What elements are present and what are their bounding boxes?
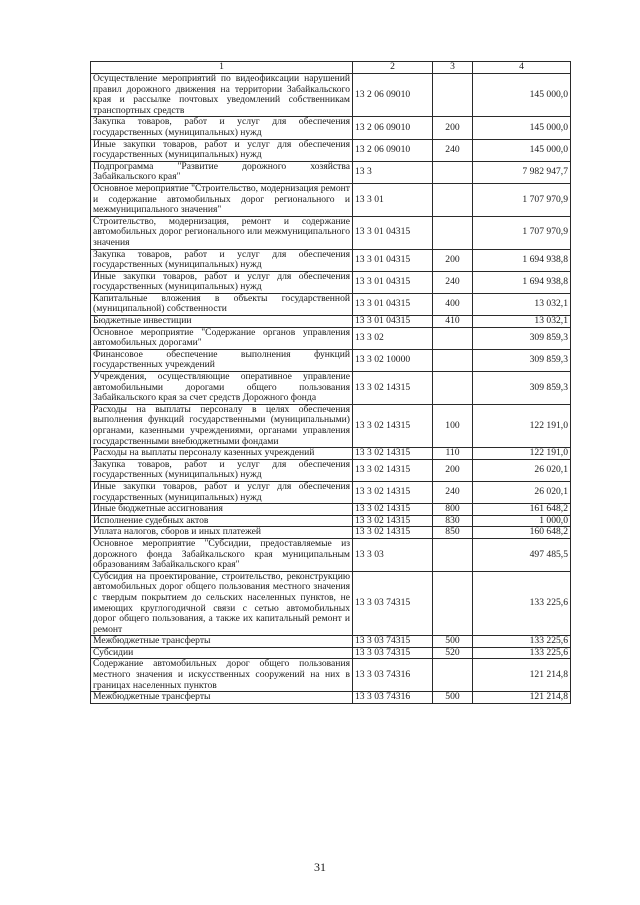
row-amount-cell: 161 648,2 [473,504,571,516]
row-type-cell: 410 [433,316,473,328]
table-row [91,349,571,371]
row-amount-cell: 13 032,1 [473,293,571,315]
row-type-cell: 520 [433,647,473,659]
row-name-cell: Содержание автомобильных дорог общего пользования местного значения и искусственных сооружений на них в границах населенных пунктов [91,659,353,692]
row-type-cell [433,161,473,183]
row-amount-cell: 160 648,2 [473,527,571,539]
row-code-cell: 13 3 03 [353,538,433,571]
row-code-cell: 13 2 06 09010 [353,74,433,117]
row-amount-cell: 309 859,3 [473,349,571,371]
row-type-cell [433,216,473,249]
row-code-cell: 13 3 01 04315 [353,271,433,293]
row-amount-cell: 122 191,0 [473,404,571,447]
row-type-cell: 200 [433,117,473,139]
row-name-cell: Иные закупки товаров, работ и услуг для обеспечения государственных (муниципальных) нужд [91,271,353,293]
row-type-cell [433,659,473,692]
row-amount-cell: 1 000,0 [473,515,571,527]
row-code-cell: 13 3 02 14315 [353,448,433,460]
table-row [91,448,571,460]
row-type-cell: 400 [433,293,473,315]
row-name-cell: Субсидия на проектирование, строительство, реконструкцию автомобильных дорог общего пользования местного значения с твердым покрытием до сельских населенных пунктов, не имеющих круглогодичной связи с сетью автомобильных дорог общего пользования, а также их капитальный ремонт и ремонт [91,571,353,636]
table-row [91,527,571,539]
table-row [91,183,571,216]
row-type-cell: 240 [433,481,473,503]
table-row [91,372,571,405]
row-type-cell: 500 [433,692,473,704]
row-code-cell: 13 3 02 14315 [353,515,433,527]
row-type-cell: 830 [433,515,473,527]
row-code-cell: 13 3 01 04315 [353,293,433,315]
row-type-cell: 200 [433,459,473,481]
row-amount-cell: 1 694 938,8 [473,249,571,271]
table-row [91,571,571,636]
row-type-cell [433,538,473,571]
row-type-cell: 200 [433,249,473,271]
row-amount-cell: 133 225,6 [473,571,571,636]
row-code-cell: 13 2 06 09010 [353,117,433,139]
row-amount-cell: 7 982 947,7 [473,161,571,183]
row-amount-cell: 145 000,0 [473,74,571,117]
row-type-cell: 800 [433,504,473,516]
row-code-cell: 13 2 06 09010 [353,139,433,161]
table-row [91,271,571,293]
table-header-row [91,62,571,74]
row-code-cell: 13 3 02 10000 [353,349,433,371]
table-row [91,327,571,349]
row-name-cell: Иные закупки товаров, работ и услуг для обеспечения государственных (муниципальных) нужд [91,481,353,503]
row-name-cell: Капитальные вложения в объекты государственной (муниципальной) собственности [91,293,353,315]
header-col-3: 3 [433,62,473,74]
table-row [91,249,571,271]
row-name-cell: Подпрограмма "Развитие дорожного хозяйства Забайкальского края" [91,161,353,183]
row-type-cell: 240 [433,139,473,161]
row-code-cell: 13 3 02 14315 [353,404,433,447]
table-row [91,481,571,503]
row-amount-cell: 1 707 970,9 [473,216,571,249]
row-type-cell [433,349,473,371]
row-name-cell: Расходы на выплаты персоналу в целях обеспечения выполнения функций государственными (муниципальными) органами, казенными учреждениями, органами управления государственными внебюджетными фондами [91,404,353,447]
table-row [91,161,571,183]
row-amount-cell: 497 485,5 [473,538,571,571]
row-code-cell: 13 3 03 74316 [353,659,433,692]
row-name-cell: Строительство, модернизация, ремонт и содержание автомобильных дорог регионального или межмуниципального значения [91,216,353,249]
row-type-cell [433,327,473,349]
row-code-cell: 13 3 03 74315 [353,647,433,659]
row-name-cell: Уплата налогов, сборов и иных платежей [91,527,353,539]
table-row [91,647,571,659]
table-row [91,117,571,139]
row-code-cell: 13 3 02 14315 [353,481,433,503]
row-amount-cell: 122 191,0 [473,448,571,460]
row-name-cell: Расходы на выплаты персоналу казенных учреждений [91,448,353,460]
row-type-cell [433,74,473,117]
row-type-cell: 110 [433,448,473,460]
row-amount-cell: 1 707 970,9 [473,183,571,216]
row-name-cell: Иные бюджетные ассигнования [91,504,353,516]
row-amount-cell: 1 694 938,8 [473,271,571,293]
row-code-cell: 13 3 01 [353,183,433,216]
row-name-cell: Закупка товаров, работ и услуг для обеспечения государственных (муниципальных) нужд [91,249,353,271]
row-type-cell: 240 [433,271,473,293]
row-code-cell: 13 3 02 [353,327,433,349]
table-row [91,538,571,571]
row-code-cell: 13 3 03 74315 [353,636,433,648]
row-amount-cell: 13 032,1 [473,316,571,328]
table-row [91,459,571,481]
row-type-cell [433,183,473,216]
table-row [91,692,571,704]
table-row [91,293,571,315]
row-name-cell: Финансовое обеспечение выполнения функций государственных учреждений [91,349,353,371]
row-code-cell: 13 3 03 74315 [353,571,433,636]
row-amount-cell: 26 020,1 [473,459,571,481]
row-amount-cell: 121 214,8 [473,659,571,692]
budget-table [90,61,571,704]
table-row [91,316,571,328]
row-code-cell: 13 3 01 04315 [353,316,433,328]
row-amount-cell: 309 859,3 [473,327,571,349]
row-code-cell: 13 3 02 14315 [353,527,433,539]
row-code-cell: 13 3 01 04315 [353,216,433,249]
row-code-cell: 13 3 02 14315 [353,459,433,481]
row-amount-cell: 121 214,8 [473,692,571,704]
table-row [91,404,571,447]
row-name-cell: Основное мероприятие "Строительство, модернизация ремонт и содержание автомобильных дорог регионального и межмуниципального значения" [91,183,353,216]
table-row [91,504,571,516]
row-name-cell: Основное мероприятие "Субсидии, предоставляемые из дорожного фонда Забайкальского края муниципальным образованиям Забайкальского края" [91,538,353,571]
table-body [91,74,571,704]
row-name-cell: Учреждения, осуществляющие оперативное управление автомобильными дорогами общего пользования Забайкальского края за счет средств Дорожного фонда [91,372,353,405]
row-name-cell: Иные закупки товаров, работ и услуг для обеспечения государственных (муниципальных) нужд [91,139,353,161]
page-number: 31 [314,860,326,874]
table-row [91,74,571,117]
row-name-cell: Субсидии [91,647,353,659]
row-amount-cell: 145 000,0 [473,139,571,161]
row-name-cell: Исполнение судебных актов [91,515,353,527]
row-code-cell: 13 3 [353,161,433,183]
header-col-4: 4 [473,62,571,74]
header-col-1: 1 [91,62,353,74]
row-code-cell: 13 3 02 14315 [353,372,433,405]
table-row [91,515,571,527]
row-name-cell: Межбюджетные трансферты [91,636,353,648]
row-amount-cell: 145 000,0 [473,117,571,139]
row-name-cell: Бюджетные инвестиции [91,316,353,328]
row-code-cell: 13 3 02 14315 [353,504,433,516]
table-row [91,216,571,249]
row-type-cell: 500 [433,636,473,648]
row-type-cell: 850 [433,527,473,539]
row-type-cell [433,372,473,405]
row-amount-cell: 133 225,6 [473,647,571,659]
table-row [91,659,571,692]
row-name-cell: Закупка товаров, работ и услуг для обеспечения государственных (муниципальных) нужд [91,459,353,481]
row-name-cell: Основное мероприятие "Содержание органов управления автомобильных дорогами" [91,327,353,349]
table-row [91,139,571,161]
row-type-cell [433,571,473,636]
row-name-cell: Закупка товаров, работ и услуг для обеспечения государственных (муниципальных) нужд [91,117,353,139]
row-amount-cell: 309 859,3 [473,372,571,405]
row-name-cell: Межбюджетные трансферты [91,692,353,704]
row-name-cell: Осуществление мероприятий по видеофиксации нарушений правил дорожного движения на территории Забайкальского края и рассылке почтовых уведомлений собственникам транспортных средств [91,74,353,117]
row-code-cell: 13 3 03 74316 [353,692,433,704]
row-amount-cell: 133 225,6 [473,636,571,648]
row-type-cell: 100 [433,404,473,447]
header-col-2: 2 [353,62,433,74]
row-code-cell: 13 3 01 04315 [353,249,433,271]
table-row [91,636,571,648]
row-amount-cell: 26 020,1 [473,481,571,503]
